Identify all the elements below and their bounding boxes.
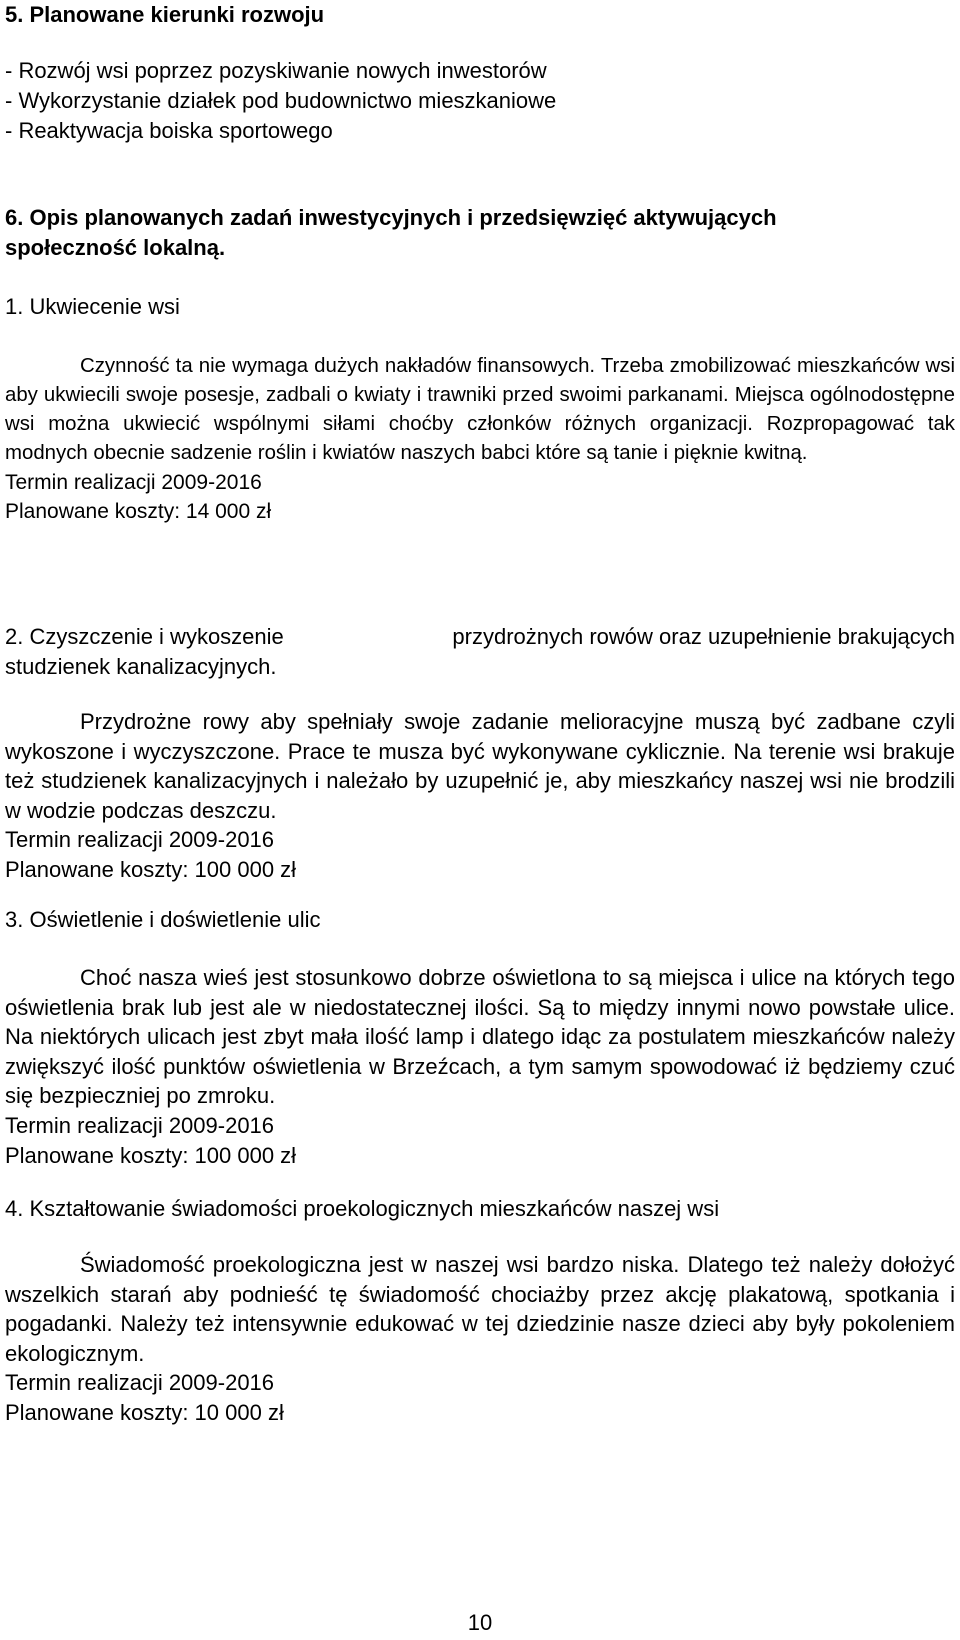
task-term: Termin realizacji 2009-2016 (5, 1370, 275, 1395)
task-title: 1. Ukwiecenie wsi (5, 294, 180, 319)
task-2-body-block (5, 707, 955, 885)
task-1-body-block (5, 352, 955, 526)
task-1 (5, 292, 955, 322)
task-cost: Planowane koszty: 100 000 zł (5, 1142, 297, 1168)
section-5-list (5, 56, 955, 146)
task-cost: Planowane koszty: 10 000 zł (5, 1400, 284, 1425)
task-cost: Planowane koszty: 14 000 zł (5, 500, 272, 523)
section-6-heading-line1: 6. Opis planowanych zadań inwestycyjnych i przedsięwzięć aktywujących (5, 205, 777, 230)
task-body: Choć nasza wieś jest stosunkowo dobrze oświetlona to są miejsca i ulice na których tego oświetlenia brak lub jest ale w niedostatecznej ilości. Są to między innymi nowo powstałe ulice. Na niektórych ulicach jest zbyt mała ilość lamp i dlatego idąc za postulatem mieszkańców należy zwiększyć ilość punktów oświetlenia w Brzeźcach, a tym samym spowodować iż będziemy czuć się bezpieczniej po zmroku. (5, 965, 955, 1108)
task-cost: Planowane koszty: 100 000 zł (5, 857, 297, 882)
task-3 (5, 905, 955, 935)
task-3-body-block (5, 963, 955, 1171)
task-4-body-block (5, 1250, 955, 1428)
section-6-heading-line2: społeczność lokalną. (5, 235, 226, 260)
task-term: Termin realizacji 2009-2016 (5, 471, 262, 494)
task-title-part2: przydrożnych rowów oraz uzupełnienie brakujących (452, 624, 955, 649)
task-title: 3. Oświetlenie i doświetlenie ulic (5, 907, 321, 932)
section-5 (5, 0, 955, 30)
task-body: Przydrożne rowy aby spełniały swoje zadanie melioracyjne muszą być zadbane czyli wykoszone i wyczyszczone. Prace te musza być wykonywane cyklicznie. Na terenie wsi brakuje też studzienek kanalizacyjnych i należało by uzupełnić je, aby mieszkańcy naszej wsi nie brodzili w wodzie podczas deszczu. (5, 709, 955, 823)
task-body: Czynność ta nie wymaga dużych nakładów finansowych. Trzeba zmobilizować mieszkańców wsi aby ukwiecili swoje posesje, zadbali o kwiaty i trawniki przed swoimi parkanami. Miejsca ogólnodostępne wsi można ukwiecić wspólnymi siłami choćby członków różnych organizacji. Rozpropagować tak modnych obecnie sadzenie roślin i kwiatów naszych babci które są tanie i pięknie kwitną. (5, 355, 955, 464)
page-number: 10 (467, 1610, 493, 1635)
task-title-part1: 2. Czyszczenie i wykoszenie (5, 624, 284, 649)
list-item: - Wykorzystanie działek pod budownictwo mieszkaniowe (5, 88, 557, 113)
task-title: 4. Kształtowanie świadomości proekologicznych mieszkańców naszej wsi (5, 1196, 720, 1221)
task-2 (5, 622, 955, 682)
section-5-heading: 5. Planowane kierunki rozwoju (5, 2, 325, 27)
task-body: Świadomość proekologiczna jest w naszej wsi bardzo niska. Dlatego też należy dołożyć wszelkich starań aby podnieść tę świadomość chociażby przez akcję plakatową, spotkania i pogadanki. Należy też intensywnie edukować w tej dziedzinie nasze dzieci aby były pokoleniem ekologicznym. (5, 1252, 955, 1366)
list-item: - Reaktywacja boiska sportowego (5, 118, 333, 143)
list-item: - Rozwój wsi poprzez pozyskiwanie nowych inwestorów (5, 58, 547, 83)
task-4 (5, 1194, 955, 1224)
task-term: Termin realizacji 2009-2016 (5, 1112, 275, 1138)
task-title (5, 622, 955, 652)
section-6 (5, 203, 955, 263)
task-term: Termin realizacji 2009-2016 (5, 827, 275, 852)
task-title-line2: studzienek kanalizacyjnych. (5, 654, 277, 679)
